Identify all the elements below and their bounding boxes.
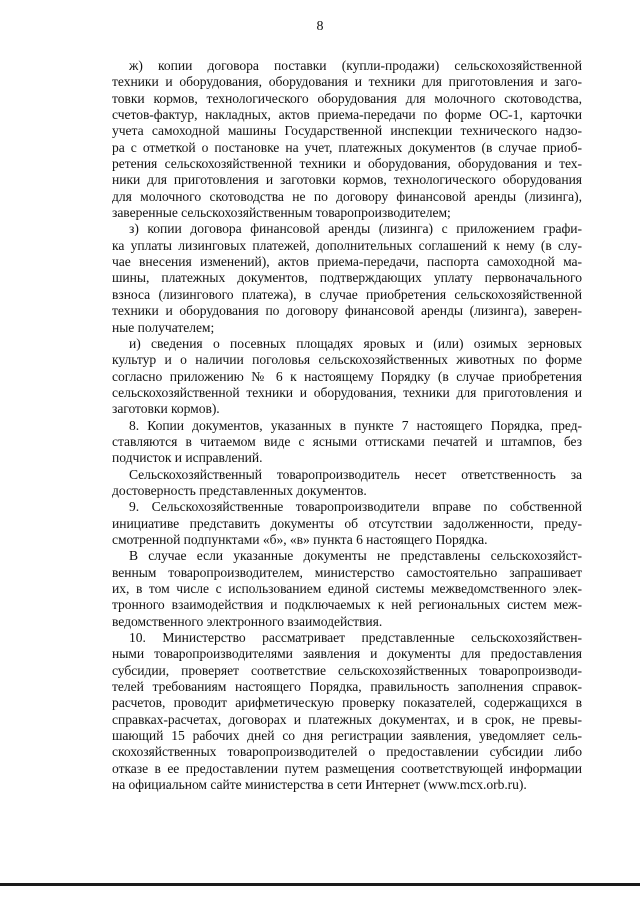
text-line: чае внесения изменений), актов приема-передачи, паспорта самоходной ма-: [112, 254, 582, 270]
text-line: их, в том числе с использованием единой системы межведомственного элек-: [112, 581, 582, 596]
text-line: з) копии договора финансовой аренды (лизинга) с приложением графи-: [129, 221, 582, 237]
text-line: инициативе представить документы об отсутствии задолженности, преду-: [112, 515, 582, 531]
text-line: субсидии, проверяет соответствие сельскохозяйственных товаропроизводи-: [112, 662, 582, 678]
text-line: для молочного скотоводства не по договору финансовой аренды (лизинга),: [112, 188, 582, 204]
paragraph-clause-9-request: [112, 548, 582, 630]
text-line: на официальном сайте министерства в сети Интернет (www.mcx.orb.ru).: [112, 777, 527, 793]
text-line: сельскохозяйственной техники и оборудования, техники для приготовления и: [112, 384, 582, 400]
text-line: ными товаропроизводителями заявления и документы для предоставления: [112, 646, 582, 662]
paragraph-item-z: [112, 221, 582, 335]
text-line: счетов-фактур, накладных, актов приема-передачи по форме ОС-1, карточки: [112, 107, 582, 123]
paragraph-clause-9: [112, 499, 582, 548]
text-line: ставляются в читаемом виде с ясными оттисками печатей и штампов, без: [112, 433, 582, 449]
text-line: достоверность представленных документов.: [112, 482, 367, 498]
text-line: смотренной подпунктами «б», «в» пункта 6 настоящего Порядка.: [112, 531, 488, 547]
text-line: Сельскохозяйственный товаропроизводитель несет ответственность за: [129, 466, 582, 482]
text-line: учета самоходной машины Государственной инспекции технического надзо-: [112, 123, 582, 139]
paragraph-item-i: [112, 336, 582, 418]
text-line: скохозяйственных товаропроизводителей о предоставлении субсидии либо: [112, 744, 582, 760]
text-line: шающий 15 рабочих дней со дня регистрации заявления, уведомляет сель-: [112, 728, 582, 744]
page-number: 8: [316, 19, 324, 34]
text-line: ведомственного электронного взаимодействия.: [112, 613, 383, 629]
text-line: шины, платежных документов, подтверждающих уплату первоначального: [112, 270, 582, 286]
text-line: согласно приложению № 6 к настоящему Порядку (в случае приобретения: [112, 368, 582, 384]
text-line: товки кормов, технологического оборудования для молочного скотоводства,: [112, 90, 582, 106]
text-line: ж) копии договора поставки (купли-продажи) сельскохозяйственной: [129, 58, 582, 73]
text-line: В случае если указанные документы не представлены сельскохозяйст-: [129, 548, 582, 564]
text-line: справках-расчетах, договорах и платежных документах, и в срок, не превы-: [112, 711, 582, 727]
text-line: телей требованиям настоящего Порядка, правильность заполнения справок-: [112, 679, 582, 695]
text-line: 9. Сельскохозяйственные товаропроизводители вправе по собственной: [129, 499, 582, 515]
text-line: ные получателем;: [112, 319, 215, 335]
text-line: техники и оборудования по договору финансовой аренды (лизинга), заверен-: [112, 303, 582, 319]
document-body: [112, 58, 582, 793]
text-line: заготовки кормов).: [112, 401, 220, 417]
bottom-divider: [0, 883, 640, 886]
text-line: 8. Копии документов, указанных в пункте 7 настоящего Порядка, пред-: [129, 417, 582, 433]
text-line: и) сведения о посевных площадях яровых и (или) озимых зерновых: [129, 335, 582, 351]
text-line: культур и о наличии поголовья сельскохозяйственных животных по форме: [112, 352, 582, 368]
text-line: расчетов, проводит арифметическую проверку показателей, содержащихся в: [112, 695, 582, 711]
text-line: подчисток и исправлений.: [112, 450, 263, 466]
paragraph-clause-8: [112, 418, 582, 467]
text-line: ка уплаты лизинговых платежей, дополнительных соглашений к нему (в слу-: [112, 237, 582, 253]
text-line: ра с отметкой о постановке на учет, платежных документов (в случае приоб-: [112, 139, 582, 155]
text-line: ники для приготовления и заготовки кормов, технологического оборудования: [112, 172, 582, 188]
text-line: техники и оборудования, оборудования и техники для приготовления и заго-: [112, 74, 582, 90]
text-line: 10. Министерство рассматривает представленные сельскохозяйствен-: [129, 630, 582, 646]
text-line: заверенные сельскохозяйственным товаропроизводителем;: [112, 205, 451, 221]
paragraph-clause-8-responsibility: [112, 467, 582, 500]
text-line: отказе в ее предоставлении путем размещения соответствующей информации: [112, 760, 582, 776]
text-line: венным товаропроизводителем, министерство самостоятельно запрашивает: [112, 564, 582, 580]
text-line: тронного взаимодействия и подключаемых к ней региональных систем меж-: [112, 597, 582, 613]
text-line: ретения сельскохозяйственной техники и оборудования, оборудования и тех-: [112, 156, 582, 172]
text-line: взноса (лизингового платежа), в случае приобретения сельскохозяйственной: [112, 286, 582, 302]
paragraph-clause-10: [112, 630, 582, 793]
paragraph-item-zh: [112, 58, 582, 221]
